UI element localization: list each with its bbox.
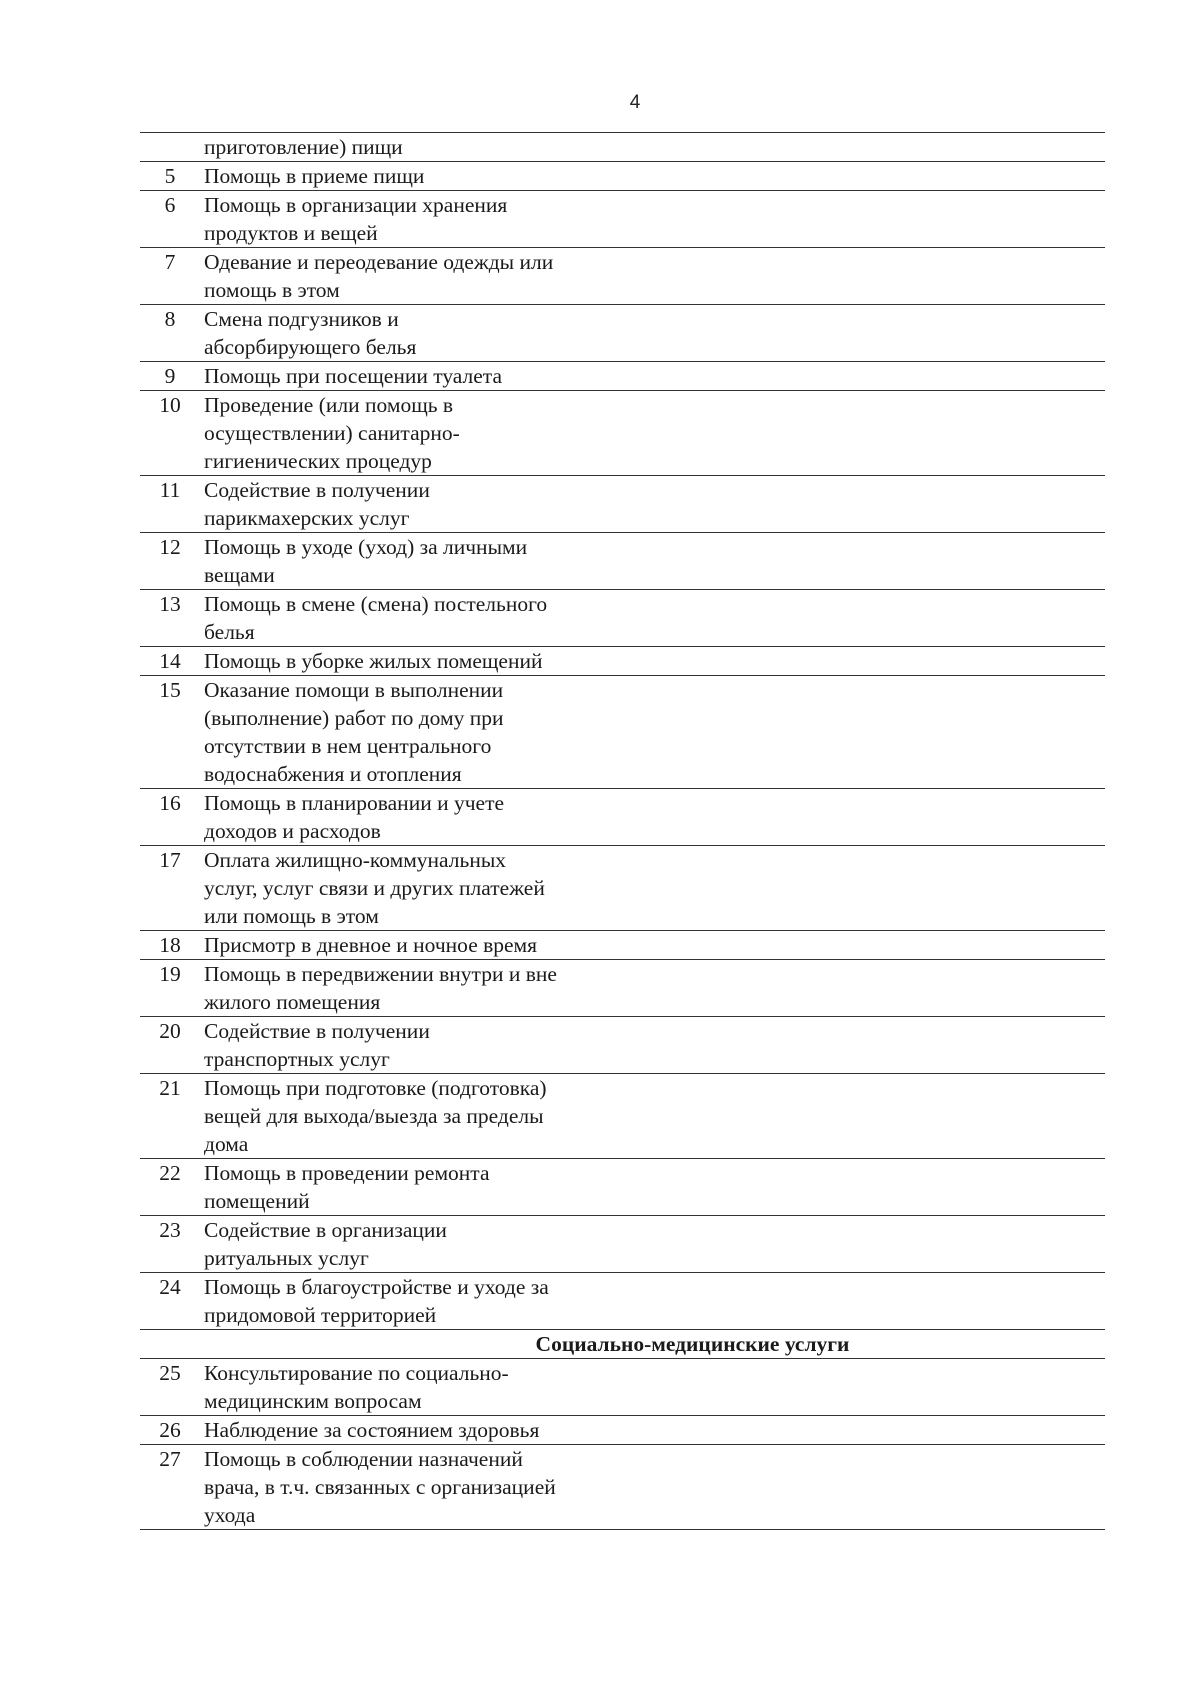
service-name: Помощь в смене (смена) постельного белья [204,592,548,644]
table-row [140,590,1105,647]
service-name: Помощь в уходе (уход) за личными вещами [204,535,528,587]
services-list-medical [140,1359,1105,1530]
service-name: Помощь в благоустройстве и уходе за придомовой территорией [204,1275,549,1327]
row-number: 9 [164,364,176,388]
table-row [140,789,1105,846]
table-row [140,1159,1105,1216]
service-name: Помощь в передвижении внутри и вне жилого помещения [204,962,557,1014]
table-row [140,162,1105,191]
service-name: Помощь в планировании и учете доходов и расходов [204,791,505,843]
table-row [140,191,1105,248]
table-row [140,1359,1105,1416]
service-name: Проведение (или помощь в осуществлении) санитарно- гигиенических процедур [204,393,460,473]
service-name: Оплата жилищно-коммунальных услуг, услуг связи и других платежей или помощь в этом [204,848,545,928]
table-row [140,676,1105,789]
service-name: приготовление) пищи [204,135,403,159]
row-number [140,133,200,161]
service-name: Содействие в получении парикмахерских услуг [204,478,430,530]
table-row [140,1017,1105,1074]
table-row [140,248,1105,305]
page-number: 4 [629,92,641,113]
service-name: Консультирование по социально- медицинским вопросам [204,1361,509,1413]
service-name: Присмотр в дневное и ночное время [204,933,538,957]
section-header: Социально-медицинские услуги [140,1330,1105,1359]
service-name: Одевание и переодевание одежды или помощь в этом [204,250,554,302]
row-number: 19 [159,962,181,986]
service-name: Помощь в уборке жилых помещений [204,649,543,673]
row-number: 6 [164,193,176,217]
table-row [140,533,1105,590]
service-name: Помощь в приеме пищи [204,164,425,188]
table-row [140,931,1105,960]
row-number: 15 [159,678,181,702]
table-row [140,1216,1105,1273]
table-row [140,133,1105,162]
table-row [140,1273,1105,1330]
row-number: 14 [159,649,181,673]
row-number: 10 [159,393,181,417]
row-number: 12 [159,535,181,559]
row-number: 26 [159,1418,181,1442]
row-number: 21 [159,1076,181,1100]
service-name: Содействие в организации ритуальных услуг [204,1218,447,1270]
service-name: Помощь в организации хранения продуктов и вещей [204,193,508,245]
table-row [140,476,1105,533]
row-number: 27 [159,1447,181,1471]
services-list-household [140,133,1105,1330]
row-number: 7 [164,250,176,274]
table-row [140,305,1105,362]
service-name: Помощь при подготовке (подготовка) вещей для выхода/выезда за пределы дома [204,1076,547,1156]
table-row [140,1445,1105,1530]
service-name: Помощь в соблюдении назначений врача, в т.ч. связанных с организацией ухода [204,1447,556,1527]
service-name: Помощь в проведении ремонта помещений [204,1161,490,1213]
table-row [140,391,1105,476]
row-number: 22 [159,1161,181,1185]
table-row [140,1416,1105,1445]
row-number: 13 [159,592,181,616]
table-row [140,362,1105,391]
row-number: 17 [159,848,181,872]
table-row [140,647,1105,676]
row-number: 23 [159,1218,181,1242]
row-number: 25 [159,1361,181,1385]
row-number: 16 [159,791,181,815]
services-table [140,132,1105,1530]
service-name: Помощь при посещении туалета [204,364,503,388]
row-number: 8 [164,307,176,331]
table-row [140,1074,1105,1159]
service-name: Наблюдение за состоянием здоровья [204,1418,540,1442]
table-row [140,846,1105,931]
row-number: 18 [159,933,181,957]
row-number: 5 [164,164,176,188]
service-name: Содействие в получении транспортных услуг [204,1019,430,1071]
table-row [140,960,1105,1017]
row-number: 20 [159,1019,181,1043]
row-number: 11 [159,478,181,502]
row-number: 24 [159,1275,181,1299]
service-name: Смена подгузников и абсорбирующего белья [204,307,417,359]
service-name: Оказание помощи в выполнении (выполнение) работ по дому при отсутствии в нем центрального водоснабжения и отопления [204,678,504,786]
